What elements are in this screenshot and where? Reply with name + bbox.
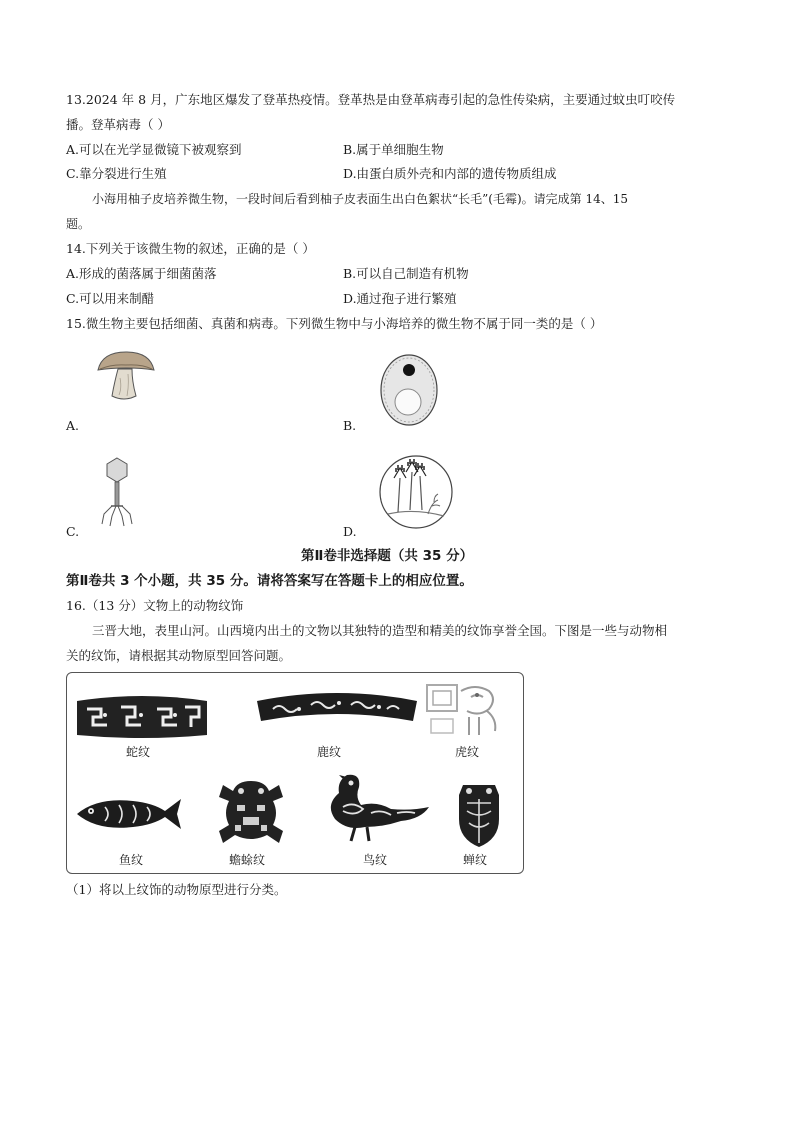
cicada-pattern-figure bbox=[453, 781, 505, 849]
q15-label-a: A. bbox=[66, 418, 80, 433]
q14-option-a: A.形成的菌落属于细菌菌落 bbox=[66, 266, 217, 281]
q14-option-d: D.通过孢子进行繁殖 bbox=[343, 291, 457, 306]
q13-option-d: D.由蛋白质外壳和内部的遗传物质组成 bbox=[343, 166, 557, 181]
q13-option-c: C.靠分裂进行生殖 bbox=[66, 166, 167, 181]
fish-pattern-figure bbox=[73, 795, 185, 833]
bacteriophage-figure bbox=[96, 456, 138, 528]
pattern-label-snake: 蛇纹 bbox=[126, 745, 151, 759]
q13-stem-line2: 播。登革病毒（ ） bbox=[66, 117, 170, 132]
bird-pattern-figure bbox=[321, 771, 435, 845]
pattern-label-fish: 鱼纹 bbox=[119, 853, 144, 867]
q15-stem: 15.微生物主要包括细菌、真菌和病毒。下列微生物中与小海培养的微生物不属于同一类的是（ ） bbox=[66, 316, 603, 331]
passage-line2: 题。 bbox=[66, 217, 91, 231]
toad-pattern-figure bbox=[213, 777, 289, 847]
q13-stem-line1: 13.2024 年 8 月，广东地区爆发了登革热疫情。登革热是由登革病毒引起的急性传染病，主要通过蚊虫叮咬传 bbox=[66, 92, 676, 107]
pattern-label-tiger: 虎纹 bbox=[455, 745, 480, 759]
section2-title: 第Ⅱ卷非选择题（共 35 分） bbox=[301, 548, 474, 564]
tiger-pattern-figure bbox=[425, 681, 509, 739]
q15-label-c: C. bbox=[66, 524, 80, 539]
q14-option-b: B.可以自己制造有机物 bbox=[343, 266, 469, 281]
q14-option-c: C.可以用来制醋 bbox=[66, 291, 155, 306]
pattern-label-cicada: 蝉纹 bbox=[463, 853, 488, 867]
snake-pattern-figure bbox=[75, 695, 209, 741]
mushroom-figure bbox=[92, 348, 158, 402]
pattern-label-toad: 蟾蜍纹 bbox=[229, 853, 266, 867]
q16-para-line2: 关的纹饰，请根据其动物原型回答问题。 bbox=[66, 648, 292, 663]
q13-option-a: A.可以在光学显微镜下被观察到 bbox=[66, 142, 242, 157]
passage-line1: 小海用柚子皮培养微生物，一段时间后看到柚子皮表面生出白色絮状“长毛”(毛霉)。请完成第 14、15 bbox=[92, 192, 628, 206]
yeast-cell-figure bbox=[378, 352, 440, 428]
animal-pattern-panel bbox=[66, 672, 524, 874]
q13-option-b: B.属于单细胞生物 bbox=[343, 142, 444, 157]
q15-label-b: B. bbox=[343, 418, 357, 433]
q16-heading: 16.（13 分）文物上的动物纹饰 bbox=[66, 598, 244, 613]
q16-subquestion-1: （1）将以上纹饰的动物原型进行分类。 bbox=[66, 882, 287, 897]
section2-instruction: 第Ⅱ卷共 3 个小题，共 35 分。请将答案写在答题卡上的相应位置。 bbox=[66, 573, 473, 589]
deer-pattern-figure bbox=[255, 687, 419, 729]
pattern-label-deer: 鹿纹 bbox=[317, 745, 342, 759]
penicillium-figure bbox=[374, 454, 458, 530]
pattern-label-bird: 鸟纹 bbox=[363, 853, 388, 867]
q15-label-d: D. bbox=[343, 524, 357, 539]
q16-para-line1: 三晋大地，表里山河。山西境内出土的文物以其独特的造型和精美的纹饰享誉全国。下图是一些与动物相 bbox=[92, 623, 668, 638]
q14-stem: 14.下列关于该微生物的叙述，正确的是（ ） bbox=[66, 241, 315, 256]
